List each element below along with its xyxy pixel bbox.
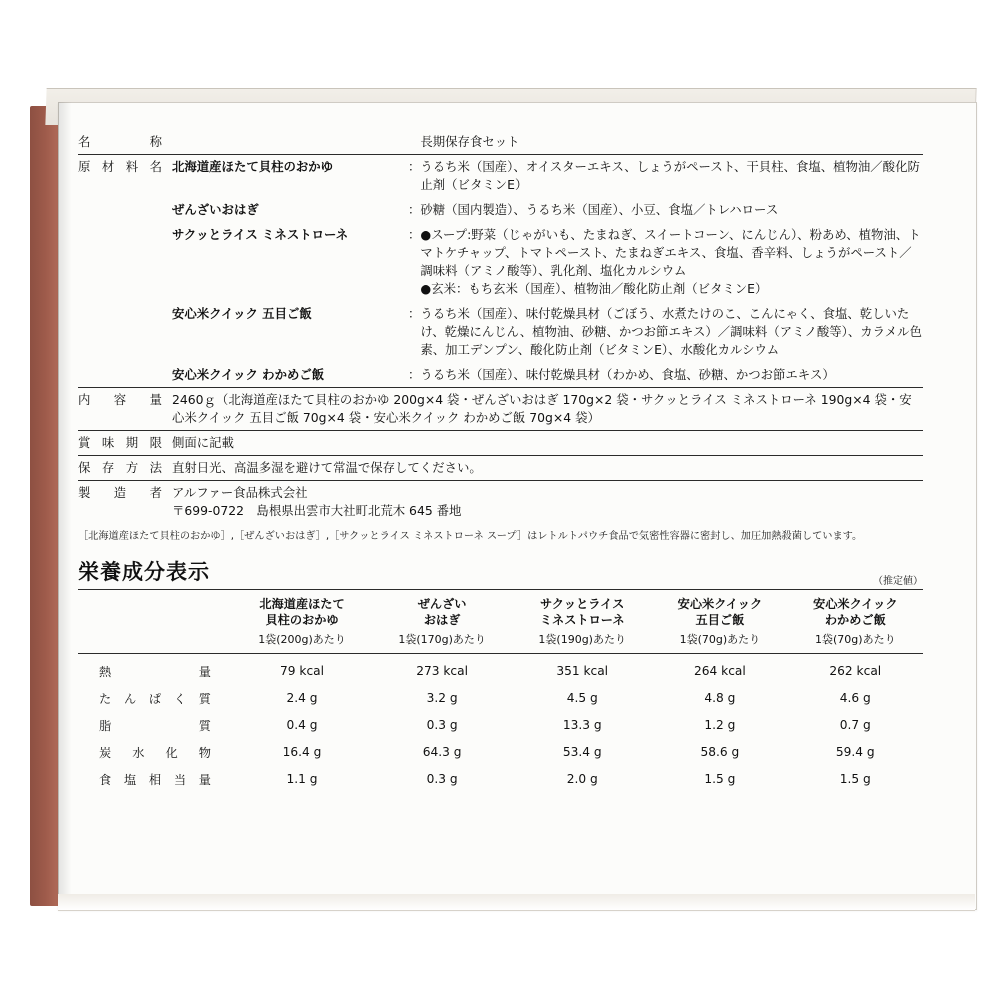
nutrition-column-1: 北海道産ほたて 貝柱のおかゆ 1袋(200g)あたり [232,590,372,654]
table-row-ingredients-3 [78,222,923,301]
nutrition-cell: 351 kcal [556,664,609,679]
table-row [78,712,923,739]
table-row-storage [78,455,923,480]
nutrition-label [78,130,923,793]
nutrition-title: 栄養成分表示 [78,560,210,584]
ingredient-name-3: サクッとライス ミネストローネ [172,226,349,242]
nutrition-cell: 273 kcal [416,664,468,679]
row-header-ingredients: 原材料名 [78,154,172,196]
table-row [78,766,923,793]
nutrition-column-3: サクッとライス ミネストローネ 1袋(190g)あたり [512,590,652,654]
table-row-ingredients-5 [78,362,923,387]
ingredient-value-2: 砂糖（国内製造）、うるち米（国産）、小豆、食塩／トレハロース [420,201,779,217]
table-row [78,739,923,766]
ingredient-name-5: 安心米クイック わかめご飯 [172,366,325,382]
ingredients-table [78,130,923,523]
row-header-storage: 保存方法 [78,455,172,480]
storage-value: 直射日光、高温多湿を避けて常温で保存してください。 [172,455,923,480]
nutrition-cell: 13.3 g [562,718,602,733]
nutrition-cell: 64.3 g [422,745,462,760]
nutrition-cell: 58.6 g [700,745,740,760]
ingredient-name-1: 北海道産ほたて貝柱のおかゆ [172,154,408,196]
row-colon: ： [408,154,420,196]
nutrition-cell: 59.4 g [835,745,875,760]
package-bottom-edge [58,894,975,911]
row-colon [408,130,420,154]
nutrition-corner-cell [78,590,232,654]
row-header-blank [78,197,172,222]
ingredient-value-3-soup: ●スープ:野菜（じゃがいも、たまねぎ、スイートコーン、にんじん）、粉あめ、植物油、トマトケチャップ、トマトペースト、たまねぎエキス、食塩、香辛料、しょうがペースト／調味料（アミノ酸等）、乳化剤、塩化カルシウム [420,226,921,278]
nutrition-cell: 53.4 g [562,745,602,760]
ingredient-value-1: うるち米（国産）、オイスターエキス、しょうがペースト、干貝柱、食塩、植物油／酸化防止剤（ビタミンE） [420,154,923,196]
nutrition-cell: 0.3 g [426,772,458,787]
nutrition-cell: 4.8 g [704,691,736,706]
nutrition-cell: 4.6 g [839,691,871,706]
nutrition-cell: 0.4 g [286,718,318,733]
ingredient-value-4: うるち米（国産）、味付乾燥具材（ごぼう、水煮たけのこ、こんにゃく、食塩、乾しいたけ、乾燥にんじん、植物油、砂糖、かつお節エキス）／調味料（アミノ酸等）、カラメル色素、加工デンプン、酸化防止剤（ビタミンE）、水酸化カルシウム [420,305,922,357]
row-colon: ： [408,201,421,217]
row-header-maker: 製 造 者 [78,480,172,522]
table-row-ingredients-1 [78,154,923,196]
table-row [78,653,923,685]
row-colon: ： [408,305,421,321]
nutrition-cell: 3.2 g [426,691,458,706]
nutrition-cell: 262 kcal [829,664,882,679]
product-name-value: 長期保存食セット [420,134,520,149]
row-subname-empty [172,130,408,154]
net-weight-value: 2460ｇ（北海道産ほたて貝柱のおかゆ 200g×4 袋・ぜんざいおはぎ 170g×2 袋・サクッとライス ミネストローネ 190g×4 袋・安心米クイック 五目ご飯 70g×4 袋・安心米クイック わかめご飯 70g×4 袋） [172,387,923,430]
maker-info [172,480,923,522]
nutrition-cell: 4.5 g [566,691,598,706]
nutrition-row-label-salt: 食塩相当量 [99,772,211,787]
nutrition-row-label-carbs: 炭 水 化 物 [99,745,211,760]
nutrition-table [78,589,923,793]
ingredient-name-4: 安心米クイック 五目ご飯 [172,305,312,321]
table-row-maker [78,480,923,522]
table-row-best-before [78,430,923,455]
nutrition-column-5: 安心米クイック わかめご飯 1袋(70g)あたり [788,590,923,654]
nutrition-column-2: ぜんざい おはぎ 1袋(170g)あたり [372,590,512,654]
row-header-name: 名 称 [78,134,162,149]
ingredient-value-3-rice: ●玄米：もち玄米（国産）、植物油／酸化防止剤（ビタミンE） [420,280,768,296]
nutrition-cell: 1.5 g [839,772,871,787]
nutrition-cell: 2.4 g [286,691,318,706]
table-row-ingredients-4 [78,301,923,362]
nutrition-row-label-fat: 脂 質 [99,718,211,733]
nutrition-cell: 1.5 g [704,772,736,787]
row-header-blank [78,301,172,362]
nutrition-header-row [78,590,923,654]
nutrition-cell: 1.1 g [286,772,318,787]
nutrition-cell: 1.2 g [704,718,736,733]
nutrition-cell: 264 kcal [694,664,746,679]
row-header-best-before: 賞味期限 [78,430,172,455]
nutrition-column-4: 安心米クイック 五目ご飯 1袋(70g)あたり [652,590,787,654]
maker-address: 〒699-0722 島根県出雲市大社町北荒木 645 番地 [172,502,462,518]
ingredient-value-3 [420,222,923,301]
table-row [78,685,923,712]
nutrition-cell: 0.7 g [839,718,871,733]
row-header-blank [78,222,172,301]
nutrition-cell: 0.3 g [426,718,458,733]
row-colon: ： [408,226,421,242]
table-row-ingredients-2 [78,197,923,222]
nutrition-row-label-protein: たんぱく質 [99,691,211,706]
retort-footnote: ［北海道産ほたて貝柱のおかゆ］,［ぜんざいおはぎ］,［サクッとライス ミネストローネ スープ］はレトルトパウチ食品で気密性容器に密封し、加圧加熱殺菌しています。 [78,530,863,542]
row-header-blank [78,362,172,387]
nutrition-cell: 2.0 g [566,772,598,787]
ingredient-value-5: うるち米（国産）、味付乾燥具材（わかめ、食塩、砂糖、かつお節エキス） [420,366,835,382]
table-row-name [78,130,923,154]
nutrition-cell: 79 kcal [280,664,325,679]
nutrition-row-label-energy: 熱 量 [99,664,211,679]
ingredient-name-2: ぜんざいおはぎ [172,201,259,217]
nutrition-cell: 16.4 g [282,745,322,760]
estimate-note: （推定値） [873,576,923,587]
maker-name: アルファー食品株式会社 [172,484,308,500]
row-colon: ： [408,366,421,382]
row-header-net-weight: 内 容 量 [78,387,172,430]
table-row-net-weight [78,387,923,430]
best-before-value: 側面に記載 [172,430,923,455]
